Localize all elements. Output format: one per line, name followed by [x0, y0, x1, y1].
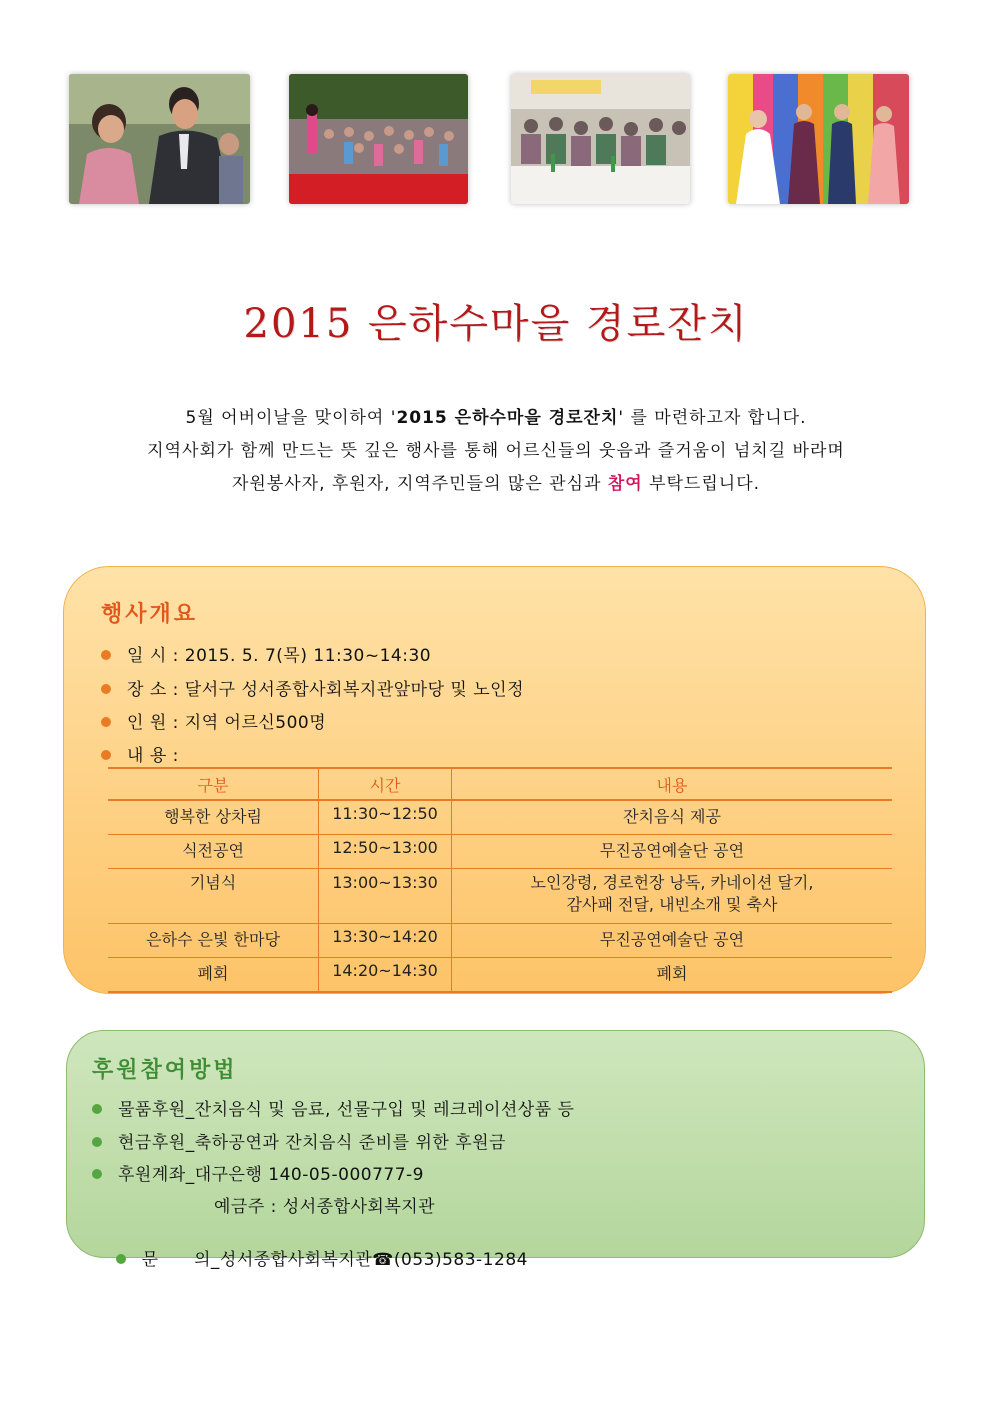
- stage-performance-photo: [728, 74, 909, 204]
- table-row: [108, 958, 892, 993]
- schedule-time: 13:30~14:20: [319, 924, 452, 958]
- schedule-category: 행복한 상차림: [108, 800, 319, 835]
- schedule-content: 무진공연예술단 공연: [452, 835, 893, 869]
- phone-icon: ☎: [372, 1250, 394, 1270]
- intro-line-1-pre: 5월 어버이날을 맞이하여 ': [185, 408, 397, 428]
- support-inquiry: [92, 1225, 528, 1290]
- schedule-table: [108, 767, 892, 993]
- bullet-icon: [101, 717, 111, 727]
- schedule-content-line-1: 노인강령, 경로헌장 낭독, 카네이션 달기,: [530, 873, 814, 892]
- page-title: 2015 은하수마을 경로잔치: [243, 301, 749, 347]
- outdoor-crowd-dance-photo: [289, 74, 468, 204]
- bullet-icon: [92, 1169, 102, 1179]
- schedule-time: 13:00~13:30: [319, 869, 452, 924]
- intro-event-name: 2015 은하수마을 경로잔치: [396, 408, 619, 428]
- schedule-category: 식전공연: [108, 835, 319, 869]
- schedule-content: 무진공연예술단 공연: [452, 924, 893, 958]
- bullet-icon: [92, 1104, 102, 1114]
- schedule-content-line-2: 감사패 전달, 내빈소개 및 축사: [566, 895, 778, 914]
- intro-line-2: 지역사회가 함께 만드는 뜻 깊은 행사를 통해 어르신들의 웃음과 즐거움이 넘치길 바라며: [147, 441, 845, 461]
- support-account-holder: 예금주 : 성서종합사회복지관: [214, 1197, 436, 1217]
- intro-line-3-post: 부탁드립니다.: [642, 474, 761, 494]
- intro-line-1: [40, 402, 952, 435]
- support-inquiry-text: 문 의_성서종합사회복지관: [141, 1250, 373, 1270]
- table-row: [108, 924, 892, 958]
- overview-content: [101, 741, 179, 766]
- schedule-category: 은하수 은빛 한마당: [108, 924, 319, 958]
- schedule-time: 12:50~13:00: [319, 835, 452, 869]
- table-row: [108, 800, 892, 835]
- overview-date: [101, 641, 431, 666]
- support-phone-number: (053)583-1284: [393, 1250, 528, 1270]
- schedule-header-time: 시간: [319, 768, 452, 800]
- overview-attendees-text: 인 원 : 지역 어르신500명: [127, 713, 327, 733]
- event-overview-box: [63, 566, 926, 994]
- elderly-greeting-photo: [69, 74, 250, 204]
- overview-place-text: 장 소 : 달서구 성서종합사회복지관앞마당 및 노인정: [127, 680, 525, 700]
- schedule-time: 11:30~12:50: [319, 800, 452, 835]
- support-cash: [92, 1128, 506, 1153]
- overview-date-text: 일 시 : 2015. 5. 7(목) 11:30~14:30: [127, 646, 432, 666]
- schedule-content: 잔치음식 제공: [452, 800, 893, 835]
- overview-content-text: 내 용 :: [127, 746, 179, 766]
- bullet-icon: [101, 650, 111, 660]
- schedule-header-category: 구분: [108, 768, 319, 800]
- bullet-icon: [101, 684, 111, 694]
- schedule-category: 폐회: [108, 958, 319, 993]
- event-overview-heading: 행사개요: [101, 602, 199, 627]
- support-goods-text: 물품후원_잔치음식 및 음료, 선물구입 및 레크레이션상품 등: [118, 1100, 575, 1120]
- support-heading: 후원참여방법: [92, 1058, 238, 1083]
- indoor-banquet-photo: [511, 74, 690, 204]
- overview-place: [101, 675, 524, 700]
- schedule-content: 폐회: [452, 958, 893, 993]
- support-cash-text: 현금후원_축하공연과 잔치음식 준비를 위한 후원금: [118, 1133, 506, 1153]
- support-account: [92, 1160, 424, 1185]
- bullet-icon: [101, 750, 111, 760]
- schedule-header-row: [108, 768, 892, 800]
- schedule-header-content: 내용: [452, 768, 893, 800]
- bullet-icon: [116, 1254, 126, 1264]
- intro-line-3-pre: 자원봉사자, 후원자, 지역주민들의 많은 관심과: [231, 474, 608, 494]
- schedule-category: 기념식: [108, 869, 319, 924]
- intro-highlight: 참여: [607, 474, 643, 494]
- bullet-icon: [92, 1137, 102, 1147]
- overview-attendees: [101, 708, 326, 733]
- table-row: [108, 869, 892, 924]
- schedule-content: [452, 869, 893, 924]
- table-row: [108, 835, 892, 869]
- support-goods: [92, 1095, 574, 1120]
- intro-line-3: [40, 468, 952, 501]
- support-box: [66, 1030, 925, 1270]
- intro-line-1-post: ' 를 마련하고자 합니다.: [618, 408, 807, 428]
- intro-text: [40, 402, 952, 501]
- support-account-text: 후원계좌_대구은행 140-05-000777-9: [118, 1165, 424, 1185]
- schedule-time: 14:20~14:30: [319, 958, 452, 993]
